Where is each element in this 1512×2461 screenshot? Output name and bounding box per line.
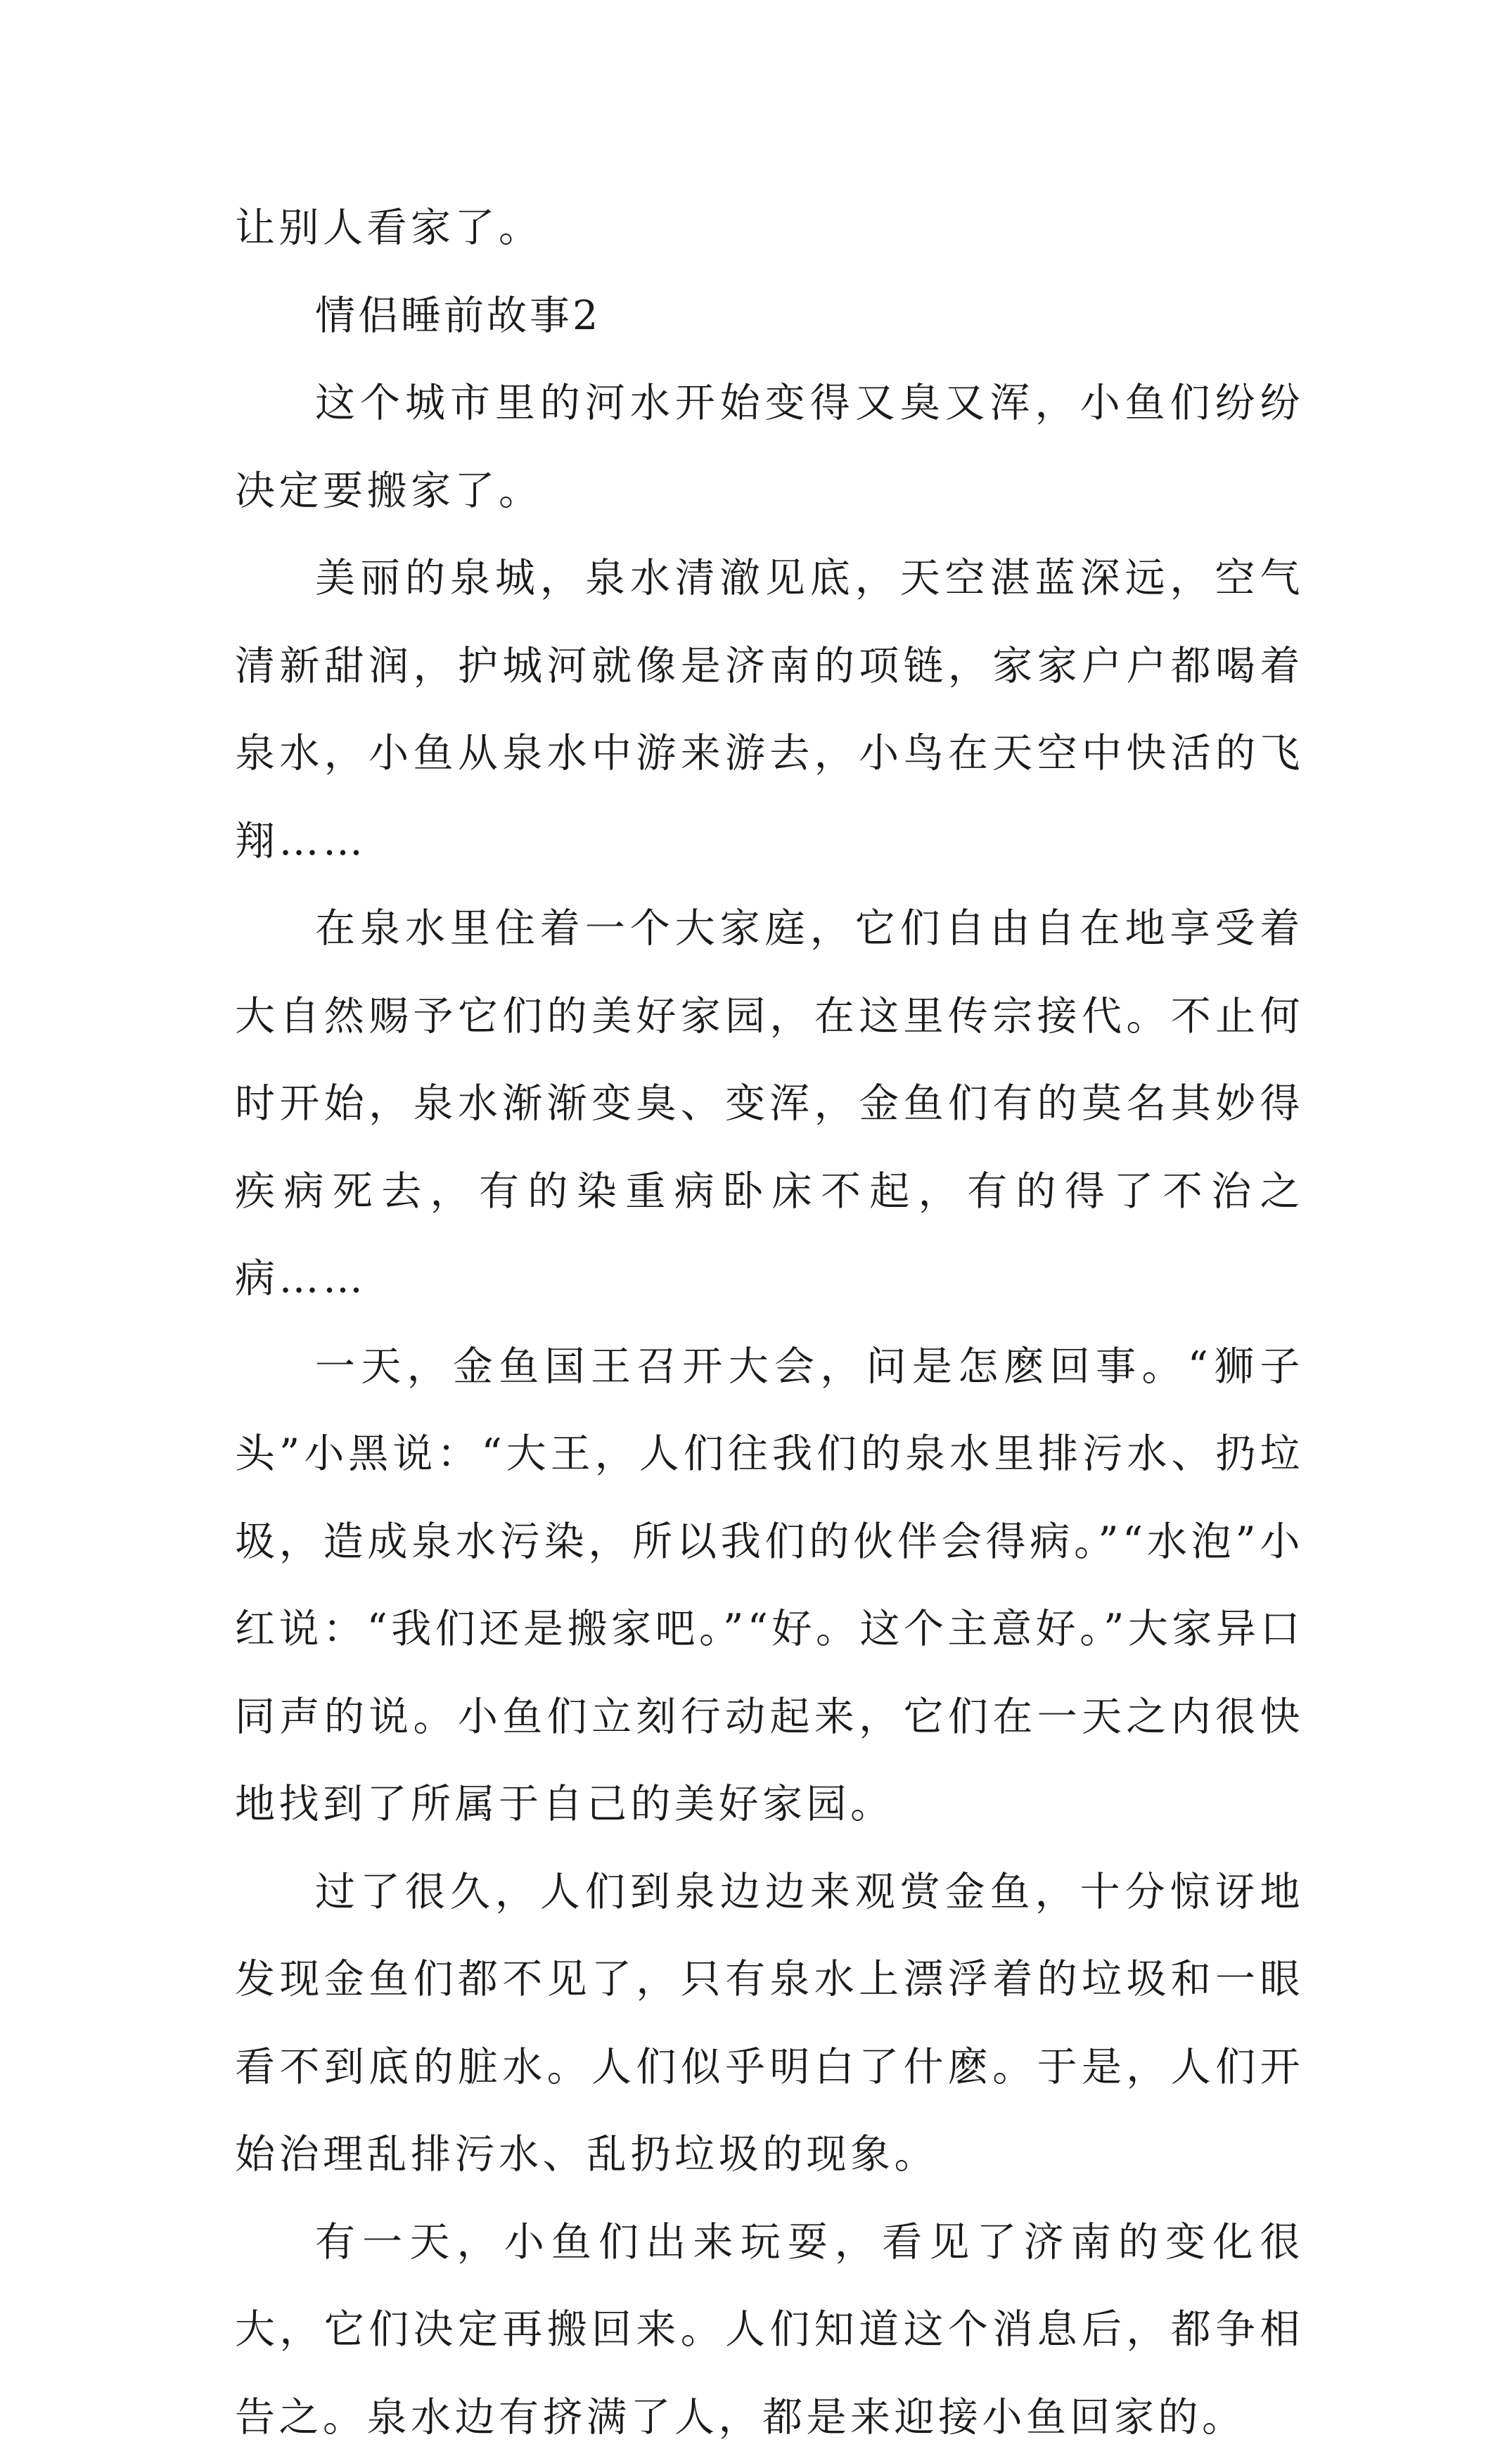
paragraph: 在泉水里住着一个大家庭，它们自由自在地享受着大自然赐予它们的美好家园，在这里传宗接代。不止何时开始，泉水渐渐变臭、变浑，金鱼们有的莫名其妙得疾病死去，有的染重病卧床不起，有的得了不治之病……: [235, 885, 1304, 1323]
paragraph: 过了很久，人们到泉边边来观赏金鱼，十分惊讶地发现金鱼们都不见了，只有泉水上漂浮着的垃圾和一眼看不到底的脏水。人们似乎明白了什麽。于是，人们开始治理乱排污水、乱扔垃圾的现象。: [235, 1848, 1304, 2199]
paragraph: 美丽的泉城，泉水清澈见底，天空湛蓝深远，空气清新甜润，护城河就像是济南的项链，家家户户都喝着泉水，小鱼从泉水中游来游去，小鸟在天空中快活的飞翔……: [235, 535, 1304, 885]
paragraph: 一天，金鱼国王召开大会，问是怎麽回事。“狮子头”小黑说：“大王，人们往我们的泉水里排污水、扔垃圾，造成泉水污染，所以我们的伙伴会得病。”“水泡”小红说：“我们还是搬家吧。”“好。这个主意好。”大家异口同声的说。小鱼们立刻行动起来，它们在一天之内很快地找到了所属于自己的美好家园。: [235, 1323, 1304, 1848]
story-title: 情侣睡前故事2: [235, 272, 1304, 360]
paragraph: 这个城市里的河水开始变得又臭又浑，小鱼们纷纷决定要搬家了。: [235, 359, 1304, 535]
document-body: [235, 184, 1304, 2461]
paragraph-continuation: 让别人看家了。: [235, 184, 1304, 272]
paragraph: 有一天，小鱼们出来玩耍，看见了济南的变化很大，它们决定再搬回来。人们知道这个消息后，都争相告之。泉水边有挤满了人，都是来迎接小鱼回家的。: [235, 2199, 1304, 2461]
